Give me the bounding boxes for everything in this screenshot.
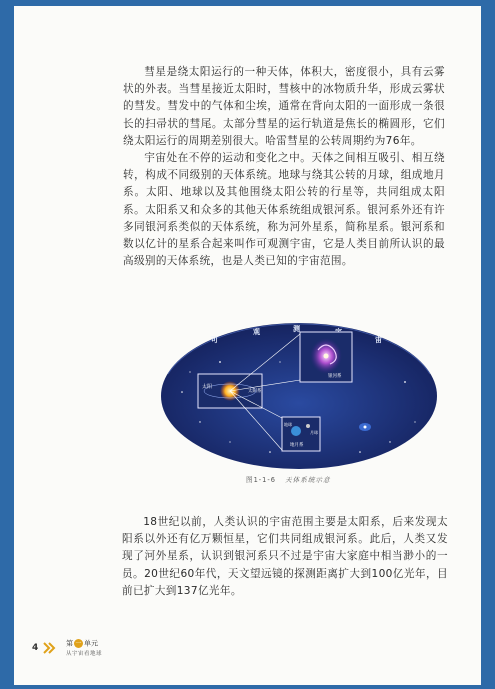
figure-caption-text: 天体系统示意: [285, 476, 331, 484]
label-milky-way: 银河系: [328, 374, 342, 379]
unit-suffix: 单元: [84, 639, 98, 648]
label-earth: 地球: [284, 422, 292, 427]
label-char-1: 可: [211, 336, 218, 344]
label-earth-moon-system: 地月系: [290, 443, 304, 448]
frame-right-bar: [481, 0, 495, 689]
unit-subtitle: 从宇宙看地球: [66, 650, 103, 657]
chevron-right-icon: [42, 641, 56, 655]
label-char-2: 观: [253, 328, 260, 336]
label-solar-system: 太阳系: [248, 389, 262, 394]
label-char-5: 宙: [375, 336, 382, 344]
paragraph-history: 18世纪以前，人类认识的宇宙范围主要是太阳系，后来发现太阳系以外还有亿万颗恒星，它们共同组成银河系。此后，人类又发现了河外星系，认识到银河系只不过是宇宙大家庭中相当渺小的一员。20世纪60年代，天文望远镜的探测距离扩大到100亿光年，目前已扩大到137亿光年。: [122, 516, 448, 597]
label-sun: 太阳: [202, 384, 213, 390]
text-block-top: [123, 64, 445, 270]
earth-moon-panel: [282, 417, 320, 451]
paragraph-comet: 彗星是绕太阳运行的一种天体，体积大，密度很小，具有云雾状的外表。当彗星接近太阳时，彗核中的冰物质升华，形成云雾状的彗发。彗发中的气体和尘埃，通常在背向太阳的一面形成一条很长的扫帚状的彗尾。太部分彗星的运行轨道是焦长的椭圆形，它们绕太阳运行的周期差别很大。哈雷彗星的公转周期约为76年。: [123, 66, 445, 147]
text-block-bottom: [122, 514, 448, 600]
frame-bottom-bar: [0, 685, 495, 689]
footer-unit: [66, 639, 102, 659]
unit-number-badge: 一: [75, 640, 82, 647]
figure-caption: [246, 474, 376, 484]
unit-prefix: 第: [66, 639, 73, 648]
milky-way-panel: [300, 332, 352, 382]
page-number: 4: [32, 643, 39, 653]
paragraph-celestial-systems: 宇宙处在不停的运动和变化之中。天体之间相互吸引、相互绕转，构成不同级别的天体系统。地球与绕其公转的月球，组成地月系。太阳、地球以及其他围绕太阳公转的行星等，共同组成太阳系。太阳系又和众多的其他天体系统组成银河系。银河系外还有许多同银河系类似的天体系统，称为河外星系，简称星系。银河系和数以亿计的星系合起来叫作可观测宇宙，它是人类目前所认识的最高级别的天体系统，也是人类已知的宇宙范围。: [123, 152, 445, 268]
label-moon: 月球: [310, 430, 318, 435]
frame-left-bar: [0, 0, 14, 689]
label-char-3: 测: [293, 325, 300, 333]
celestial-systems-figure: [160, 322, 438, 470]
distant-galaxy: [359, 423, 371, 431]
figure-caption-number: 图1-1-6: [246, 476, 276, 484]
